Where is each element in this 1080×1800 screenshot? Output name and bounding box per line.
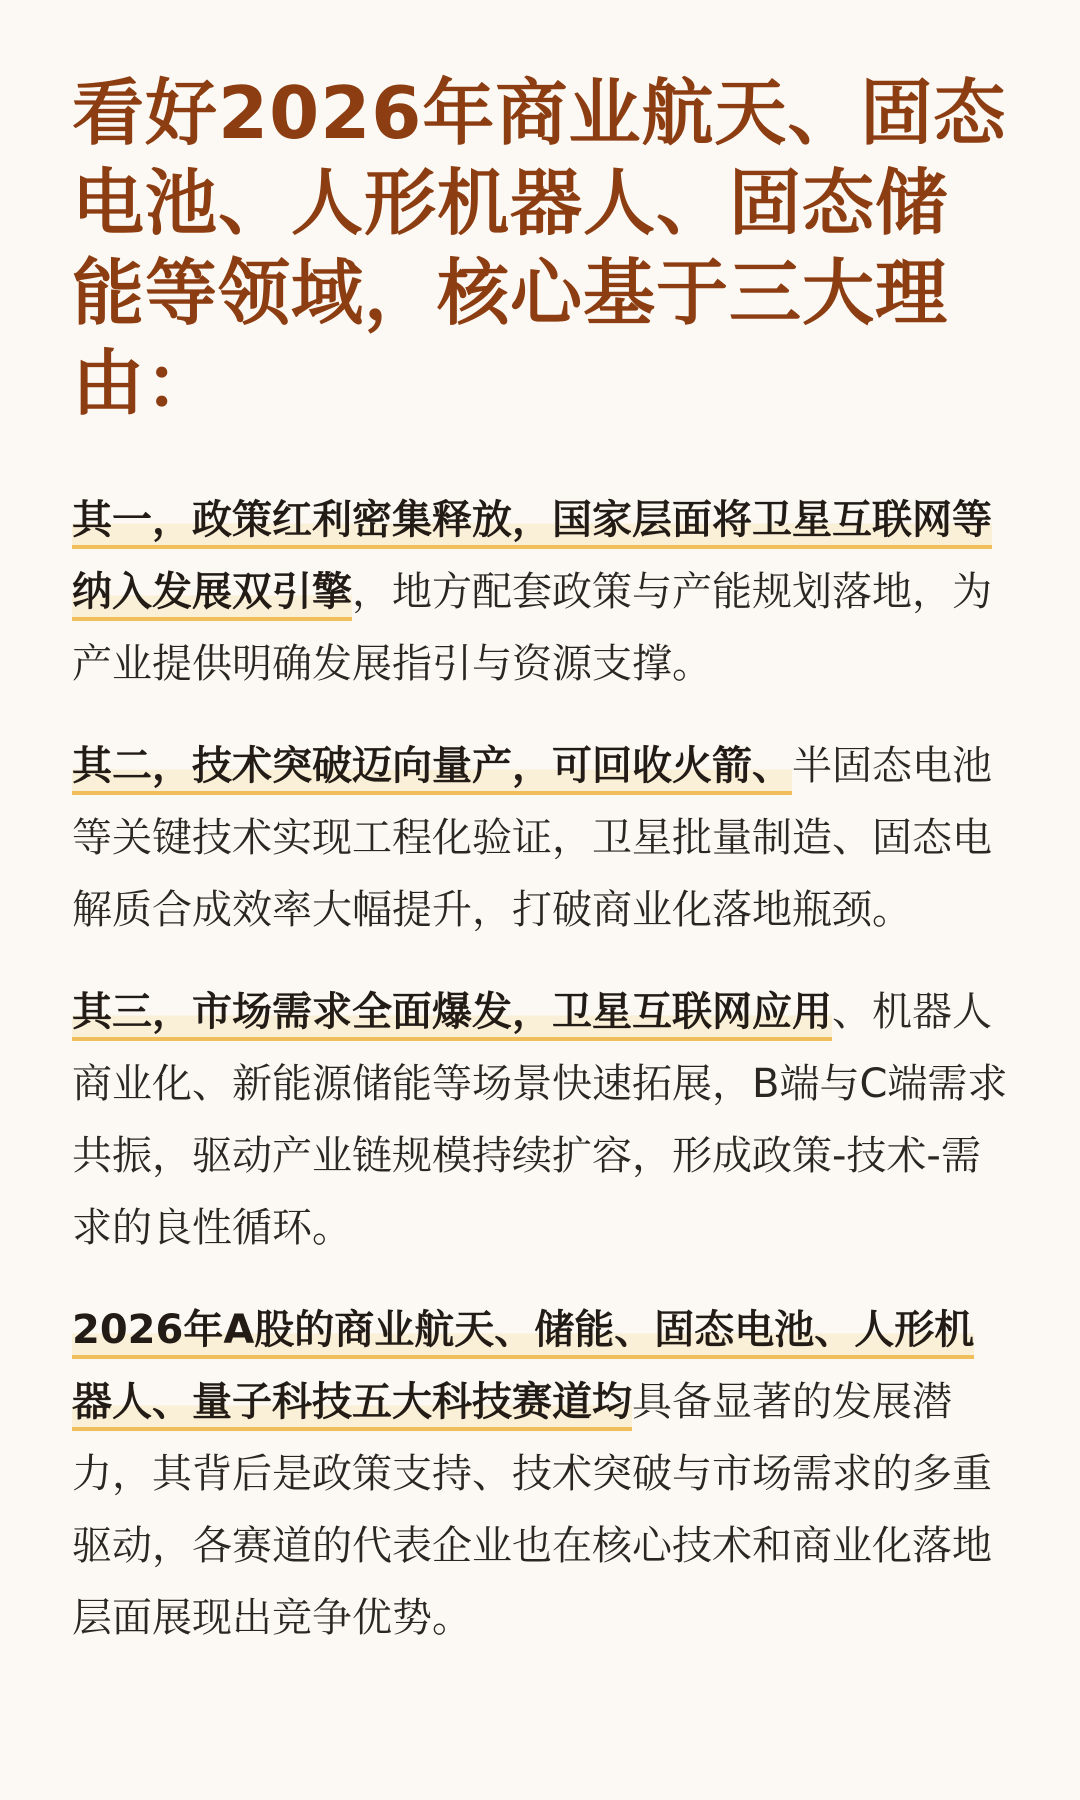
highlight-text: 2026年A股的商业航天、储能、固态电池、人形机器人、量子科技五大科技赛道均 [72,1307,974,1431]
paragraph-reason-2 [72,730,1008,946]
paragraph-summary [72,1294,1008,1654]
highlight-text: 其二，技术突破迈向量产，可回收火箭、 [72,743,792,795]
body-text: 半固态电池等关键技术实现工程化验证，卫星批量制造、固态电解质合成效率大幅提升，打破商业化落地瓶颈。 [72,743,992,933]
body-text: 具备显著的发展潜力，其背后是政策支持、技术突破与市场需求的多重驱动，各赛道的代表企业也在核心技术和商业化落地层面展现出竞争优势。 [72,1379,992,1641]
paragraph-reason-3 [72,976,1008,1264]
body-text: 、机器人商业化、新能源储能等场景快速拓展，B端与C端需求共振，驱动产业链规模持续扩容，形成政策-技术-需求的良性循环。 [72,989,1008,1251]
highlight-text: 其一，政策红利密集释放，国家层面将卫星互联网等纳入发展双引擎 [72,497,992,621]
paragraph-reason-1 [72,484,1008,700]
highlight-text: 其三，市场需求全面爆发，卫星互联网应用 [72,989,832,1041]
page-title: 看好2026年商业航天、固态电池、人形机器人、固态储能等领域，核心基于三大理由： [72,71,1007,425]
body-text: ，地方配套政策与产能规划落地，为产业提供明确发展指引与资源支撑。 [72,569,992,687]
